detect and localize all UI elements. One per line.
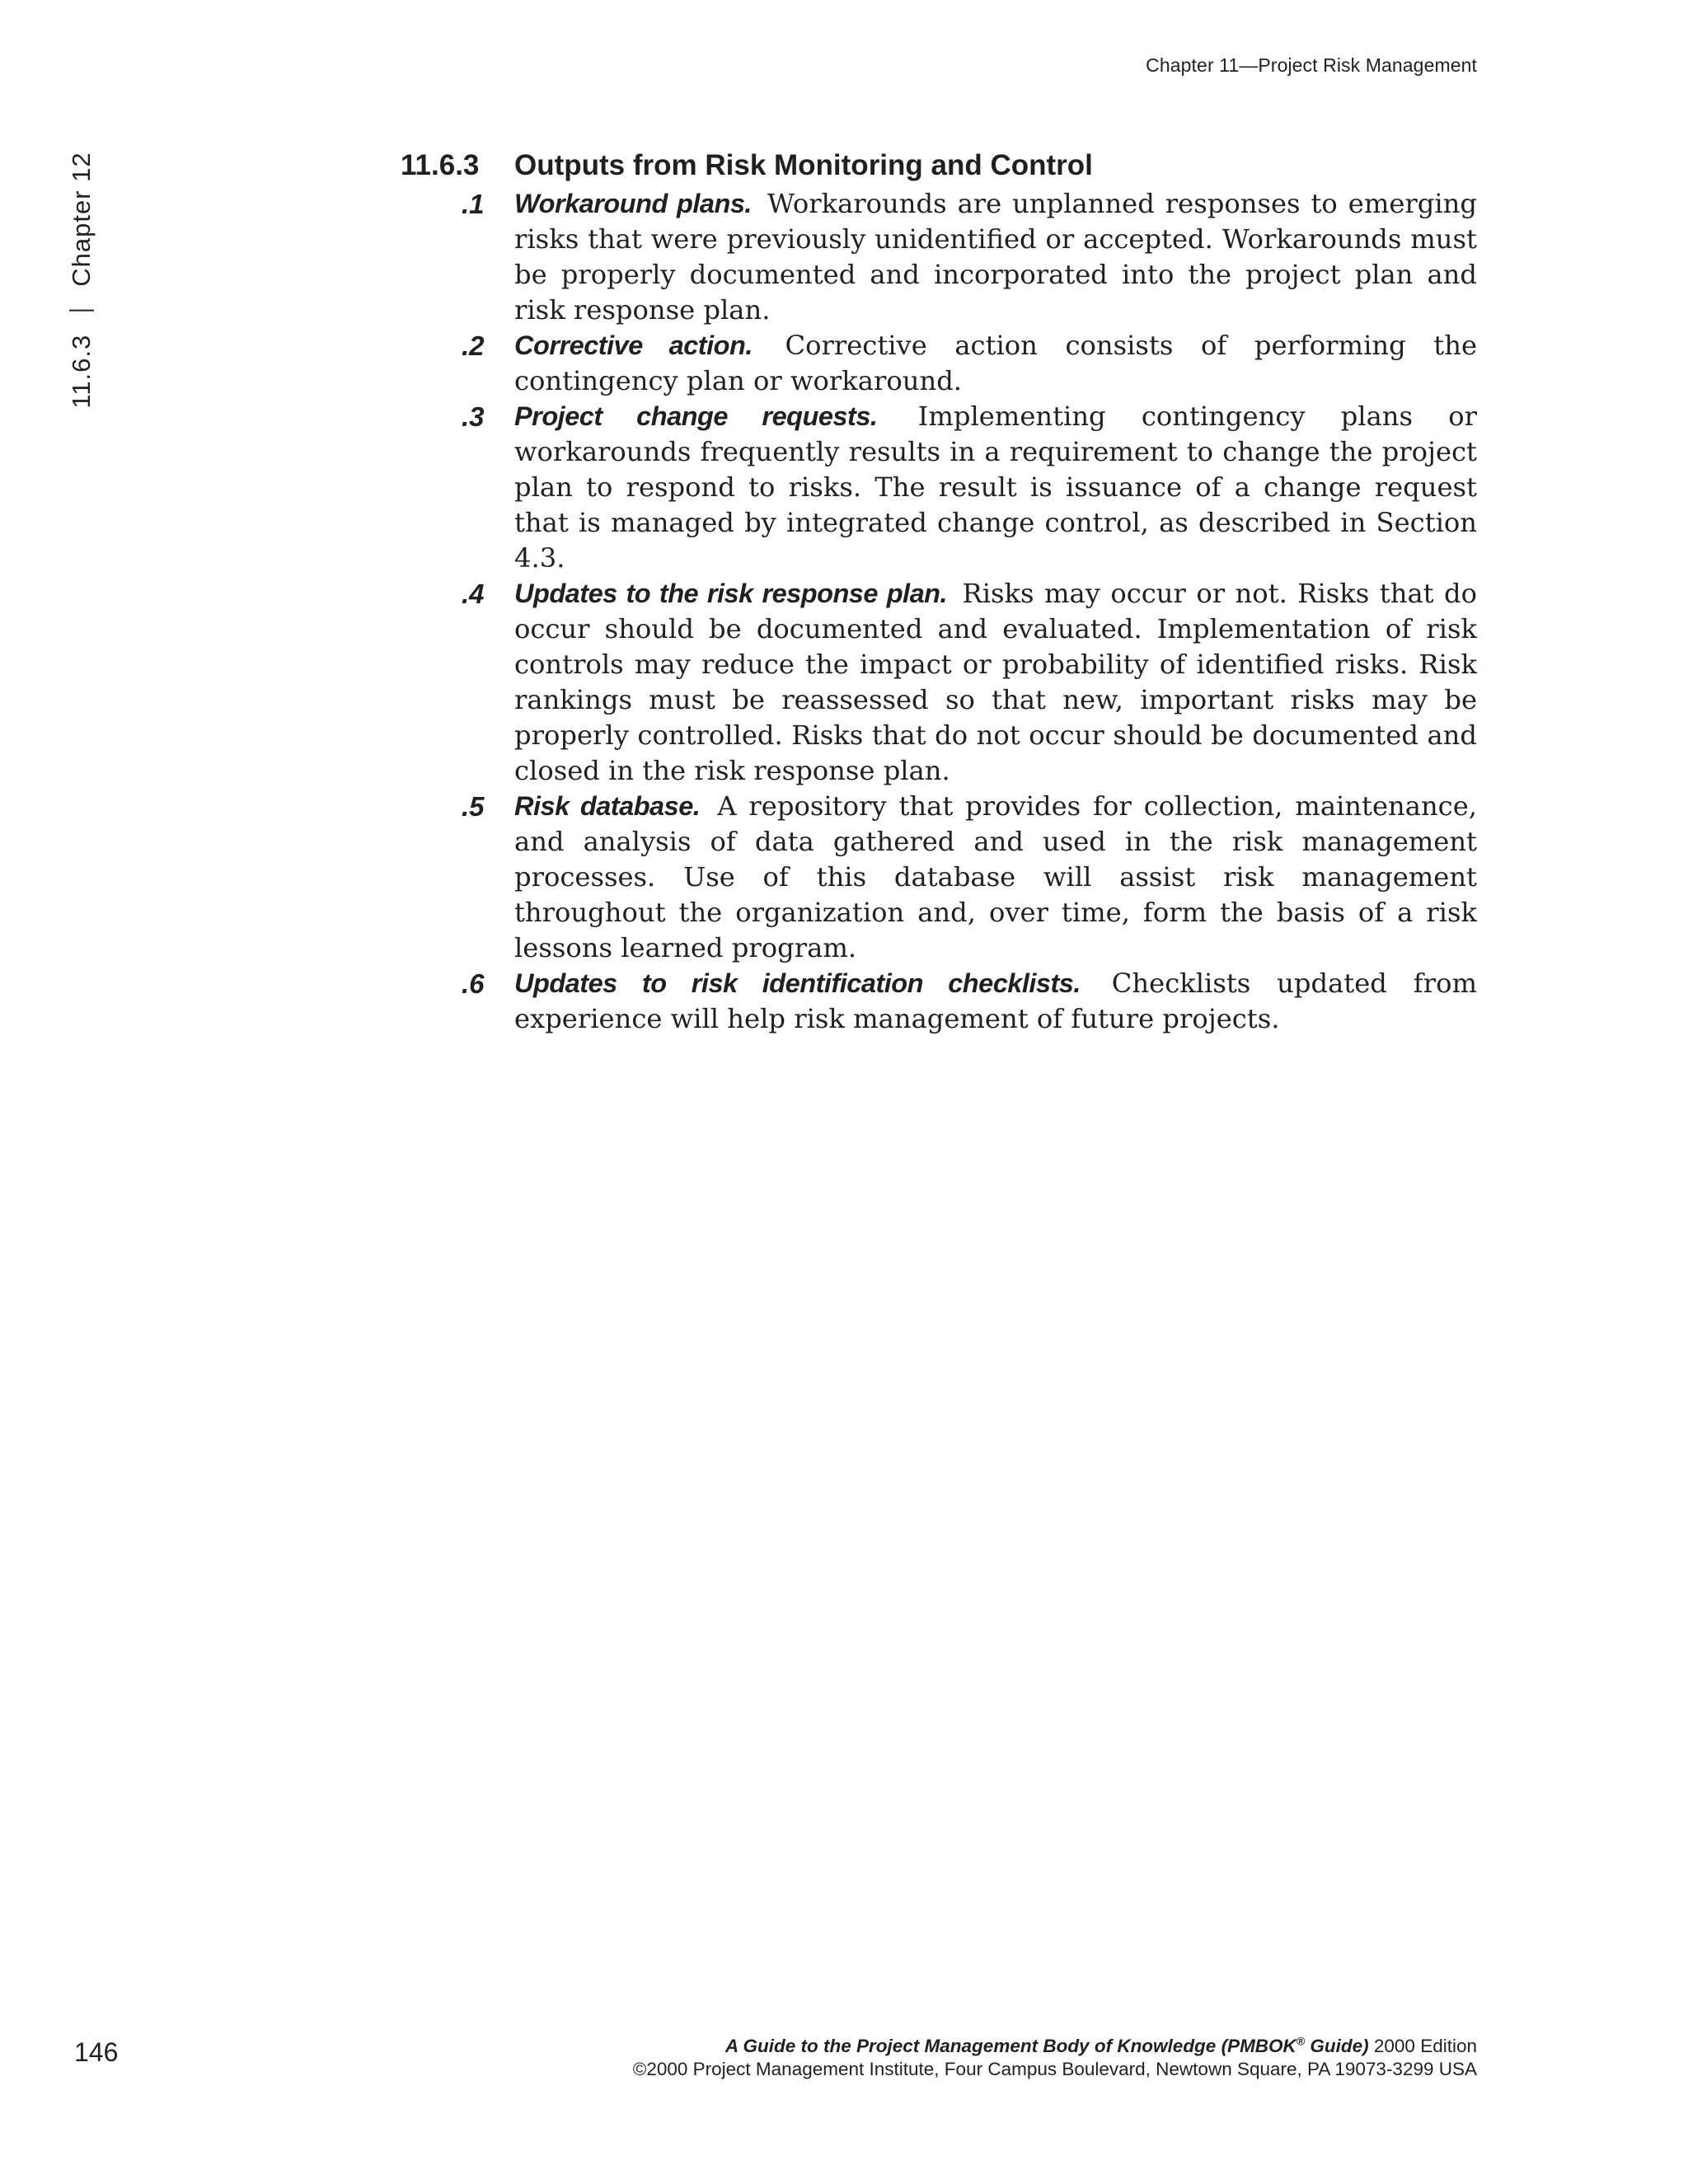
list-item: [401, 328, 1477, 399]
item-number: .5: [462, 791, 485, 822]
registered-mark: ®: [1296, 2034, 1306, 2048]
section-number: 11.6.3: [401, 149, 480, 181]
book-title-suffix: Guide): [1305, 2036, 1369, 2056]
side-tab-section: 11.6.3: [67, 334, 96, 409]
footer: [633, 2035, 1477, 2081]
book-title: [725, 2036, 1369, 2056]
section-title: Outputs from Risk Monitoring and Control: [514, 149, 1093, 181]
item-number: .1: [462, 189, 485, 219]
item-term: Project change requests.: [514, 401, 878, 431]
footer-title-line: [633, 2035, 1477, 2058]
item-text: Corrective action consists of performing the contingency plan or workaround.: [514, 330, 1477, 396]
item-term: Risk database.: [514, 791, 701, 821]
item-number: .6: [462, 968, 485, 999]
book-title-prefix: A Guide to the Project Management Body of Knowledge (PMBOK: [724, 2036, 1296, 2056]
main-content: [401, 147, 1477, 1037]
item-number: .2: [462, 330, 485, 361]
copyright: ©2000 Project Management Institute, Four Campus Boulevard, Newtown Square, PA 19073-3299 USA: [632, 2059, 1477, 2079]
side-tab-divider: [69, 310, 94, 312]
page-number: 146: [74, 2037, 119, 2067]
item-term: Workaround plans.: [514, 189, 752, 218]
item-term: Updates to risk identification checklists.: [514, 968, 1081, 998]
item-term: Corrective action.: [514, 330, 753, 360]
section-heading: [401, 147, 1477, 185]
side-tab-chapter: Chapter 12: [67, 152, 96, 287]
item-text: Risks may occur or not. Risks that do occur should be documented and evaluated. Implementation of risk controls may reduce the impact or probability of identified risks. Risk rankings must be reassessed so that new, important risks may be properly controlled. Risks that do not occur should be documented and closed in the risk response plan.: [514, 578, 1477, 786]
list-item: [401, 966, 1477, 1037]
side-tab: [67, 152, 96, 408]
item-term: Updates to the risk response plan.: [514, 579, 948, 608]
list-item: [401, 186, 1477, 328]
list-item: [401, 789, 1477, 966]
list-item: [401, 399, 1477, 576]
item-text: Workarounds are unplanned responses to emerging risks that were previously unidentified or accepted. Workarounds must be properly documented and incorporated into the project plan and risk response plan.: [514, 188, 1478, 326]
running-header: Chapter 11—Project Risk Management: [1146, 54, 1477, 76]
item-text: Checklists updated from experience will help risk management of future projects.: [514, 968, 1477, 1034]
item-number: .4: [462, 579, 485, 609]
edition: 2000 Edition: [1368, 2036, 1477, 2056]
item-text: A repository that provides for collection, maintenance, and analysis of data gathered and used in the risk management processes. Use of this database will assist risk management throughout the organization and, over time, form the basis of a risk lessons learned program.: [514, 790, 1477, 963]
item-text: Implementing contingency plans or workarounds frequently results in a requirement to change the project plan to respond to risks. The result is issuance of a change request that is managed by integrated change control, as described in Section 4.3.: [514, 401, 1477, 574]
list-item: [401, 576, 1477, 789]
item-number: .3: [462, 401, 485, 432]
